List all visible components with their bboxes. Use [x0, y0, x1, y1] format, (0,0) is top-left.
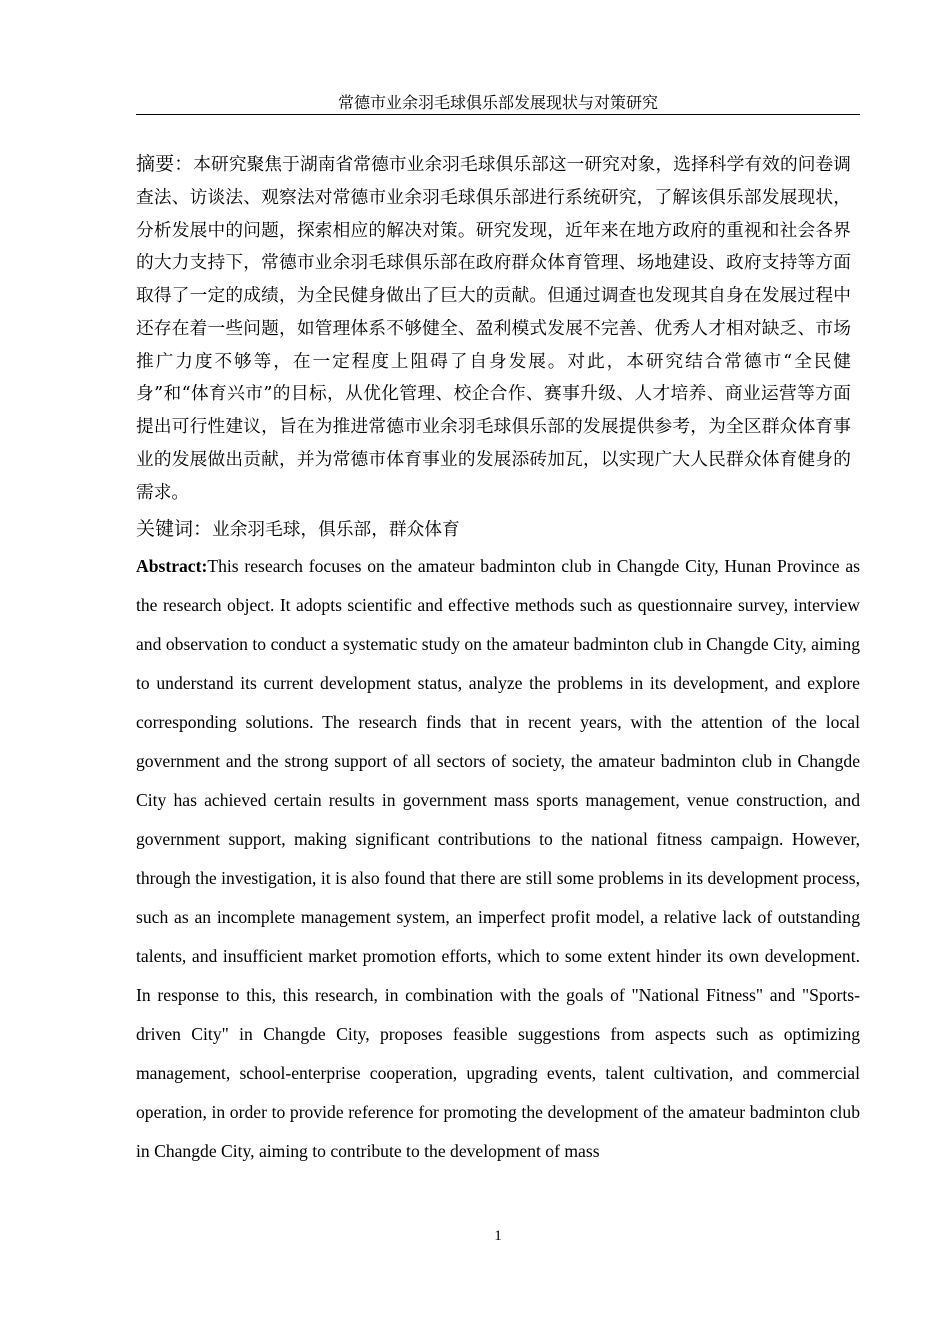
chinese-abstract — [136, 148, 851, 509]
chinese-keywords-text: 业余羽毛球，俱乐部，群众体育 — [212, 520, 460, 540]
english-abstract-text: This research focuses on the amateur badminton club in Changde City, Hunan Province as the research object. It adopts scientific and effective methods such as questionnaire survey, interview and observation to conduct a systematic study on the amateur badminton club in Changde City, aiming to understand its current development status, analyze the problems in its development, and explore corresponding solutions. The research finds that in recent years, with the attention of the local government and the strong support of all sectors of society, the amateur badminton club in Changde City has achieved certain results in government mass sports management, venue construction, and government support, making significant contributions to the national fitness campaign. However, through the investigation, it is also found that there are still some problems in its development process, such as an incomplete management system, an imperfect profit model, a relative lack of outstanding talents, and insufficient market promotion efforts, which to some extent hinder its own development. In response to this, this research, in combination with the goals of "National Fitness" and "Sports-driven City" in Changde City, proposes feasible suggestions from aspects such as optimizing management, school-enterprise cooperation, upgrading events, talent cultivation, and commercial operation, in order to provide reference for promoting the development of the amateur badminton club in Changde City, aiming to contribute to the development of mass — [136, 556, 860, 1161]
chinese-keywords — [136, 513, 851, 546]
english-abstract — [136, 547, 860, 1171]
chinese-abstract-label: 摘要： — [136, 153, 194, 175]
chinese-keywords-label: 关键词： — [136, 518, 213, 540]
english-abstract-label: Abstract: — [136, 556, 208, 576]
header-rule — [136, 114, 860, 115]
chinese-abstract-text: 本研究聚焦于湖南省常德市业余羽毛球俱乐部这一研究对象，选择科学有效的问卷调查法、访谈法、观察法对常德市业余羽毛球俱乐部进行系统研究，了解该俱乐部发展现状，分析发展中的问题，探索相应的解决对策。研究发现，近年来在地方政府的重视和社会各界的大力支持下，常德市业余羽毛球俱乐部在政府群众体育管理、场地建设、政府支持等方面取得了一定的成绩，为全民健身做出了巨大的贡献。但通过调查也发现其自身在发展过程中还存在着一些问题，如管理体系不够健全、盈利模式发展不完善、优秀人才相对缺乏、市场推广力度不够等，在一定程度上阻碍了自身发展。对此，本研究结合常德市“全民健身”和“体育兴市”的目标，从优化管理、校企合作、赛事升级、人才培养、商业运营等方面提出可行性建议，旨在为推进常德市业余羽毛球俱乐部的发展提供参考，为全区群众体育事业的发展做出贡献，并为常德市体育事业的发展添砖加瓦，以实现广大人民群众体育健身的需求。 — [136, 155, 851, 503]
page-number: 1 — [494, 1228, 502, 1244]
running-header: 常德市业余羽毛球俱乐部发展现状与对策研究 — [337, 93, 658, 112]
